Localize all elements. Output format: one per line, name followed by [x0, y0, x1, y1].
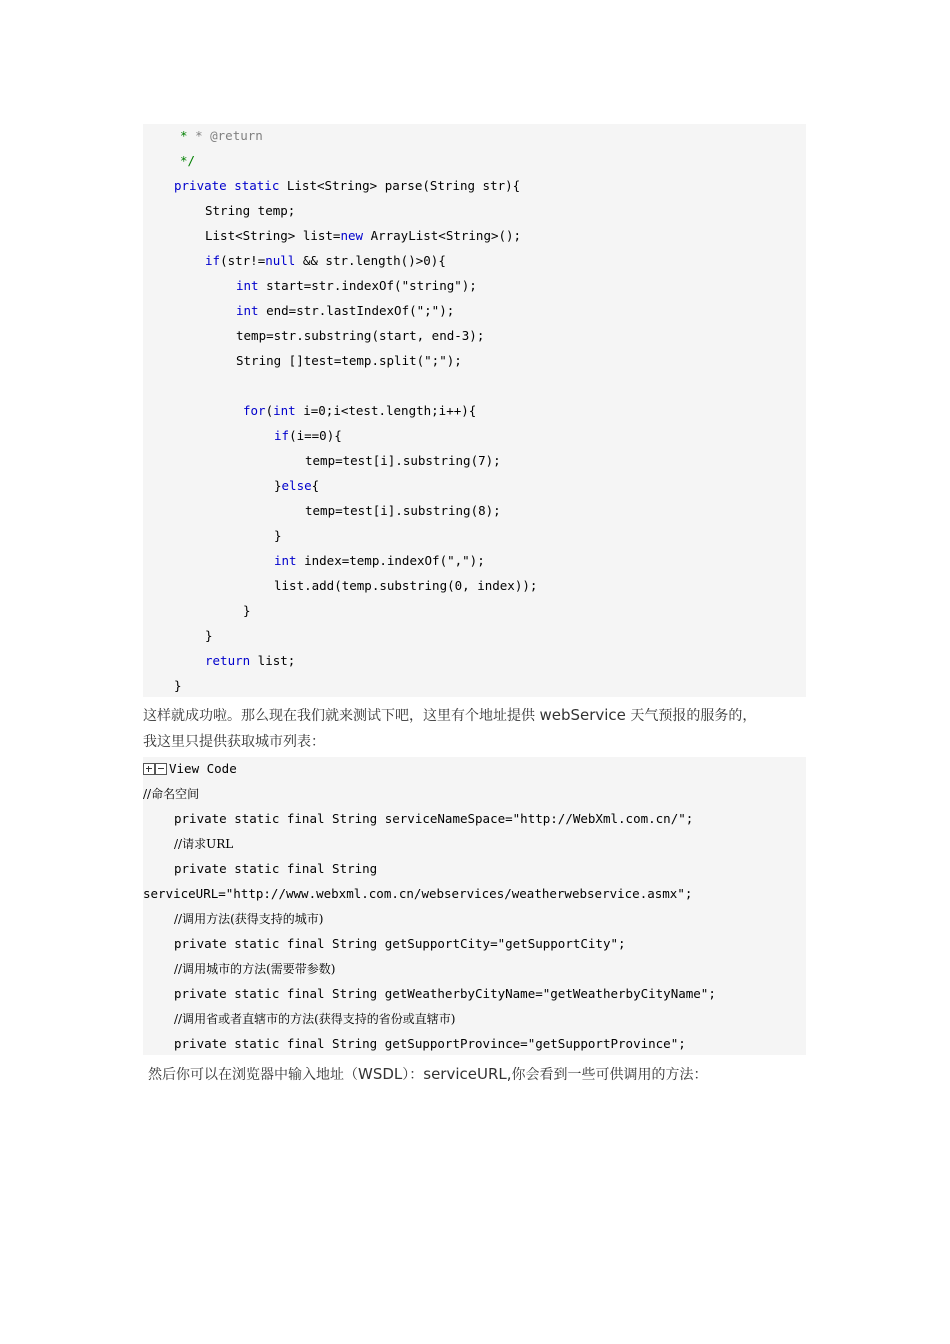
code-line: * * @return: [180, 128, 263, 143]
code-line: String temp;: [205, 203, 296, 218]
code-line: for(int i=0;i<test.length;i++){: [243, 403, 477, 418]
code-line: if(str!=null && str.length()>0){: [205, 253, 446, 268]
code-line: private static final String getSupportProvince="getSupportProvince";: [174, 1036, 686, 1051]
code-comment: //调用城市的方法(需要带参数): [174, 962, 336, 976]
code-line: private static List<String> parse(String str){: [174, 178, 521, 193]
code-line: temp=str.substring(start, end-3);: [236, 328, 485, 343]
code-line: list.add(temp.substring(0, index));: [274, 578, 538, 593]
code-line: if(i==0){: [274, 428, 342, 443]
expand-icon[interactable]: [143, 763, 155, 775]
code-line: int end=str.lastIndexOf(";");: [236, 303, 455, 318]
view-code-label[interactable]: View Code: [169, 761, 237, 776]
code-line: */: [180, 153, 196, 168]
code-line: serviceURL="http://www.webxml.com.cn/webservices/weatherwebservice.asmx";: [143, 886, 693, 901]
code-line: }: [205, 628, 213, 643]
code-line: String []test=temp.split(";");: [236, 353, 462, 368]
code-comment: //调用省或者直辖市的方法(获得支持的省份或直辖市): [174, 1012, 456, 1026]
code-comment: //请求URL: [174, 837, 234, 851]
code-line: return list;: [205, 653, 296, 668]
paragraph-intro: [143, 702, 806, 755]
code-block-constants: [143, 757, 806, 1055]
paragraph-wsdl: [148, 1061, 811, 1088]
code-comment: //命名空间: [143, 787, 200, 801]
code-line: private static final String getWeatherbyCityName="getWeatherbyCityName";: [174, 986, 716, 1001]
code-line: }: [174, 678, 182, 693]
paragraph-line: 这样就成功啦。那么现在我们就来测试下吧，这里有个地址提供 webService 天气预报的服务的，: [143, 706, 757, 724]
code-line: temp=test[i].substring(7);: [305, 453, 501, 468]
code-line: private static final String: [174, 861, 378, 876]
code-line: }: [274, 528, 282, 543]
view-code-toggle[interactable]: [143, 761, 237, 777]
code-line: int index=temp.indexOf(",");: [274, 553, 485, 568]
code-line: }else{: [274, 478, 320, 493]
code-block-parse: [143, 124, 806, 697]
code-line: private static final String serviceNameSpace="http://WebXml.com.cn/";: [174, 811, 694, 826]
code-line: temp=test[i].substring(8);: [305, 503, 501, 518]
code-line: private static final String getSupportCity="getSupportCity";: [174, 936, 626, 951]
code-line: int start=str.indexOf("string");: [236, 278, 477, 293]
code-line: }: [243, 603, 251, 618]
collapse-icon[interactable]: [155, 763, 167, 775]
code-comment: //调用方法(获得支持的城市): [174, 912, 324, 926]
paragraph-line: 然后你可以在浏览器中输入地址（WSDL）：serviceURL,你会看到一些可供调用的方法：: [148, 1065, 708, 1083]
paragraph-line: 我这里只提供获取城市列表：: [143, 734, 325, 750]
code-line: List<String> list=new ArrayList<String>();: [205, 228, 522, 243]
